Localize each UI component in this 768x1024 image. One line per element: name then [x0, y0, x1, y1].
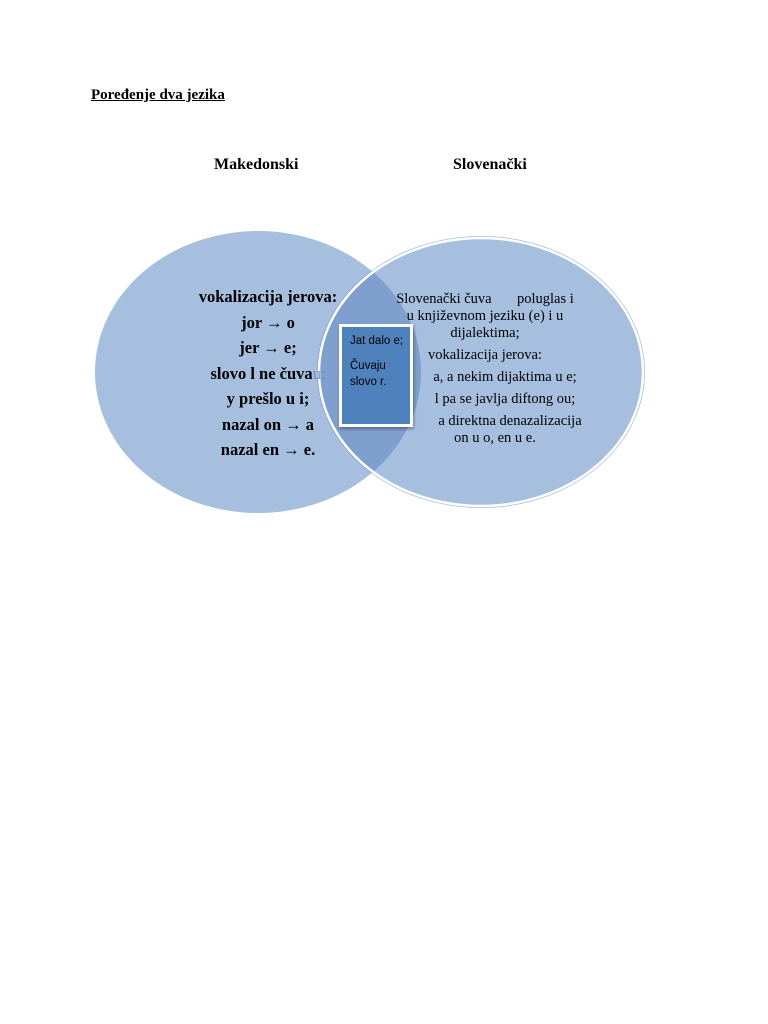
left-item: nazal on → a — [221, 414, 315, 434]
common-item: Jat dalo e; — [350, 335, 404, 347]
common-features-box — [339, 324, 413, 427]
right-item: u književnom jeziku (e) i u — [406, 308, 564, 324]
left-item: slovo l ne čuvau; — [210, 363, 326, 383]
common-item: Čuvaju slovo r. — [350, 360, 387, 388]
left-item: jor → o — [241, 312, 295, 332]
left-item: y prešlo u i; — [226, 389, 310, 408]
right-item: on u o, en u e. — [454, 430, 536, 446]
left-item: nazal en → e. — [220, 440, 316, 459]
slovenian-heading: Slovenački — [453, 156, 527, 173]
right-item: vokalizacija jerova: — [428, 347, 542, 363]
left-item: vokalizacija jerova: — [198, 287, 338, 306]
left-item: jer → e; — [239, 338, 297, 357]
right-item: Slovenački čuva poluglas i — [396, 291, 574, 307]
right-item: dijalektima; — [450, 325, 520, 341]
right-item: a direktna denazalizacija — [438, 413, 582, 429]
right-item: l pa se javlja diftong ou; — [434, 391, 576, 407]
macedonian-heading: Makedonski — [214, 156, 299, 173]
page-title: Poređenje dva jezika — [91, 87, 225, 103]
right-item: a, a nekim dijaktima u e; — [433, 369, 577, 385]
